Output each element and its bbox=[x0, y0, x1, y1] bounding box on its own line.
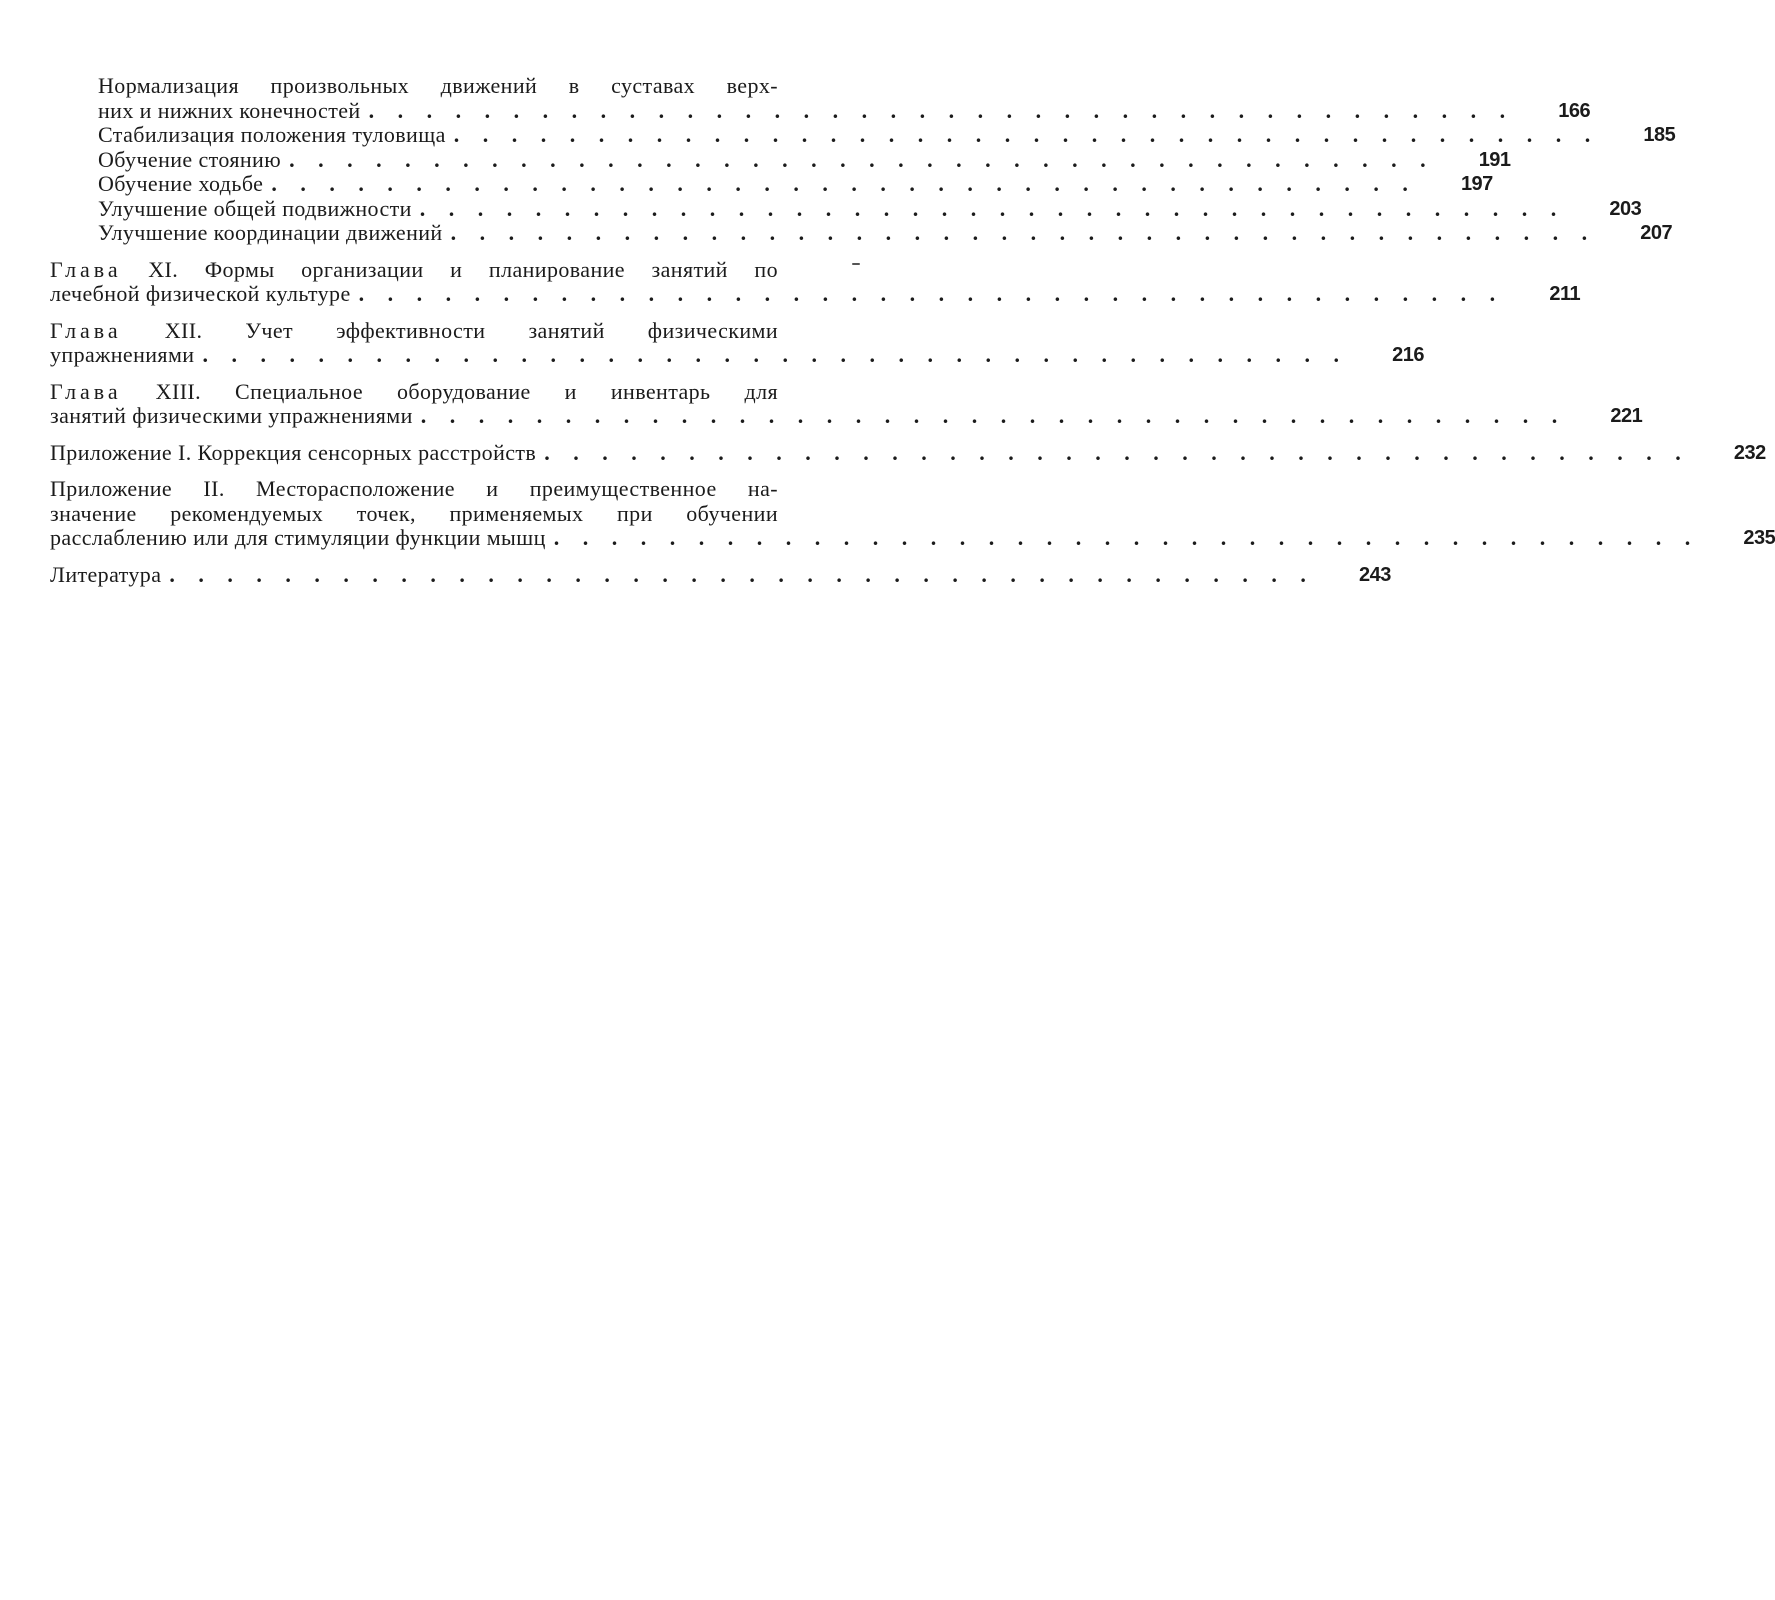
dot-leader: . . . . . . . . . . . . . . . . . . . . . . . . . . . . . . . . . . . . . . . . bbox=[553, 525, 1700, 550]
page-number: 197 bbox=[1460, 173, 1493, 195]
dot-leader: . . . . . . . . . . . . . . . . . . . . . . . . . . . . . . . . . . . . . . . . bbox=[271, 171, 1417, 196]
toc-entry-title: занятий физическими упражнениями bbox=[50, 403, 413, 428]
dot-leader: . . . . . . . . . . . . . . . . . . . . . . . . . . . . . . . . . . . . . . . . bbox=[169, 561, 1315, 587]
toc-entry-title: Улучшение общей подвижности bbox=[98, 195, 412, 221]
page-number: 203 bbox=[1609, 197, 1642, 220]
toc-entry bbox=[50, 195, 1642, 222]
toc-entry-line: Нормализация произвольных движений в суставах верх- bbox=[98, 73, 778, 98]
toc-entry-last-line bbox=[50, 342, 1424, 368]
page-number: 185 bbox=[1643, 124, 1676, 146]
toc-entry bbox=[50, 146, 1511, 173]
dot-leader: . . . . . . . . . . . . . . . . . . . . . . . . . . . . . . . . . . . . . . . . bbox=[419, 195, 1566, 221]
table-of-contents bbox=[50, 73, 1775, 587]
toc-appendix-entry bbox=[50, 476, 1775, 551]
dot-leader: . . . . . . . . . . . . . . . . . . . . . . . . . . . . . . . . . . . . . . . . bbox=[453, 122, 1600, 147]
toc-entry-line: Приложение II. Месторасположение и преимущественное на- bbox=[50, 476, 778, 501]
toc-entry-last-line bbox=[98, 146, 1511, 173]
toc-chapter-entry bbox=[50, 256, 1581, 307]
toc-entry bbox=[50, 220, 1673, 246]
toc-entry-title: Улучшение координации движений bbox=[98, 220, 443, 245]
toc-entry-last-line bbox=[98, 97, 1591, 124]
toc-entry-last-line bbox=[98, 220, 1673, 246]
toc-entry-title: Обучение ходьбе bbox=[98, 171, 264, 196]
page-number: 216 bbox=[1392, 344, 1424, 366]
chapter-prefix: Глава bbox=[50, 378, 122, 404]
chapter-prefix: Глава bbox=[50, 317, 122, 343]
toc-entry bbox=[50, 73, 1591, 123]
toc-entry-last-line bbox=[98, 122, 1676, 148]
toc-entry-title: лечебной физической культуре bbox=[50, 281, 351, 306]
toc-entry-title: упражнениями bbox=[50, 342, 195, 367]
chapter-title-start: XII. Учет эффективности занятий физическими bbox=[121, 317, 778, 343]
toc-chapter-entry bbox=[50, 378, 1643, 429]
page-number: 166 bbox=[1558, 99, 1591, 122]
toc-entry-last-line bbox=[98, 171, 1493, 197]
toc-entry-last-line bbox=[98, 195, 1642, 222]
dot-leader: . . . . . . . . . . . . . . . . . . . . . . . . . . . . . . . . . . . . . . . . bbox=[202, 342, 1348, 367]
dot-leader: . . . . . . . . . . . . . . . . . . . . . . . . . . . . . . . . . . . . . . . . bbox=[289, 146, 1435, 172]
chapter-title-start: XIII. Специальное оборудование и инвентарь для bbox=[121, 378, 778, 404]
chapter-prefix: Глава bbox=[50, 256, 122, 282]
toc-entry-last-line bbox=[50, 403, 1643, 429]
toc-entry-line bbox=[50, 319, 778, 344]
toc-entry-last-line bbox=[50, 281, 1581, 307]
toc-entry-title: Стабилизация положения туловища bbox=[98, 122, 446, 147]
page-number: 243 bbox=[1358, 563, 1391, 586]
chapter-title-start: XI. Формы организации и планирование занятий по bbox=[121, 256, 778, 282]
page-number: 207 bbox=[1640, 222, 1673, 244]
toc-entry-line bbox=[50, 380, 778, 405]
toc-literature-entry bbox=[50, 561, 1391, 588]
toc-entry-title: Литература bbox=[50, 561, 162, 587]
toc-entry bbox=[50, 171, 1493, 197]
toc-entry-line bbox=[50, 258, 778, 283]
toc-entry-title: них и нижних конечностей bbox=[98, 97, 361, 123]
toc-entry-title: Обучение стоянию bbox=[98, 146, 282, 172]
page-number: 235 bbox=[1743, 527, 1775, 549]
toc-entry-line: значение рекомендуемых точек, применяемых при обучении bbox=[50, 500, 778, 526]
toc-chapter-entry bbox=[50, 317, 1424, 368]
page-number: 191 bbox=[1478, 148, 1511, 171]
toc-entry-last-line bbox=[50, 525, 1775, 551]
page-number: 232 bbox=[1733, 441, 1766, 464]
toc-entry-last-line bbox=[50, 561, 1391, 588]
toc-appendix-entry bbox=[50, 439, 1766, 466]
dot-leader: . . . . . . . . . . . . . . . . . . . . . . . . . . . . . . . . . . . . . . . . bbox=[358, 281, 1505, 306]
page-number: 221 bbox=[1610, 405, 1643, 427]
toc-entry bbox=[50, 122, 1676, 148]
toc-entry-last-line bbox=[50, 439, 1766, 466]
dot-leader: . . . . . . . . . . . . . . . . . . . . . . . . . . . . . . . . . . . . . . . . bbox=[420, 403, 1567, 428]
dot-leader: . . . . . . . . . . . . . . . . . . . . . . . . . . . . . . . . . . . . . . . . bbox=[368, 97, 1515, 123]
toc-entry-title: Приложение I. Коррекция сенсорных расстройств bbox=[50, 439, 537, 465]
toc-entry-title: расслаблению или для стимуляции функции мышц bbox=[50, 525, 546, 550]
page-number: 211 bbox=[1549, 283, 1581, 305]
dot-leader: . . . . . . . . . . . . . . . . . . . . . . . . . . . . . . . . . . . . . . . . bbox=[544, 439, 1690, 465]
dot-leader: . . . . . . . . . . . . . . . . . . . . . . . . . . . . . . . . . . . . . . . . bbox=[450, 220, 1597, 245]
